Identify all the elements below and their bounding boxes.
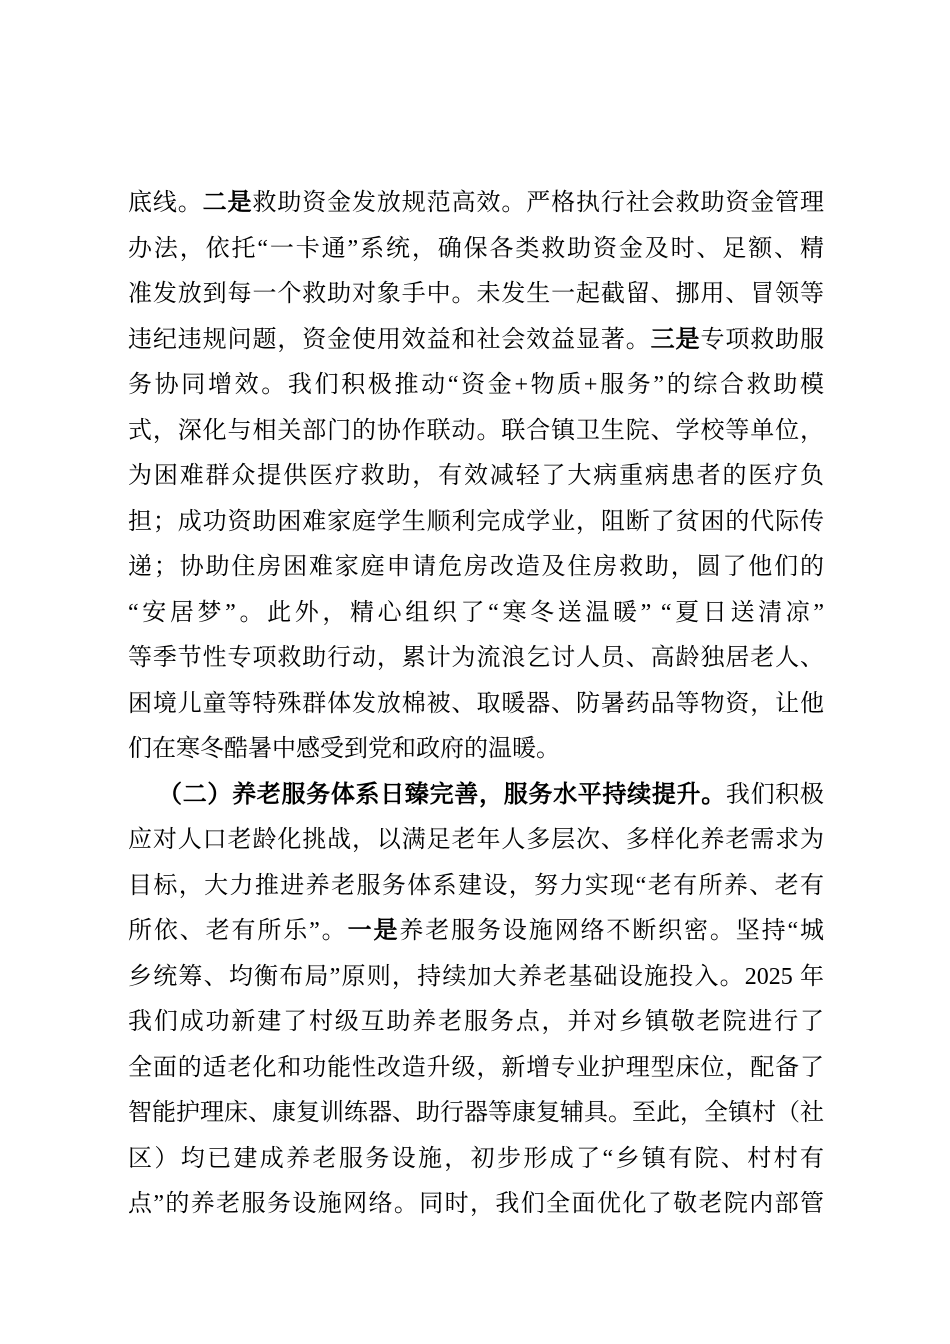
text-line <box>128 1000 824 1046</box>
text-line <box>128 909 824 955</box>
emphasis-text-run: 二是 <box>202 190 253 216</box>
text-line <box>128 318 824 364</box>
text-line <box>128 227 824 273</box>
text-run: 困境儿童等特殊群体发放棉被、取暖器、防暑药品等物资，让他 <box>128 690 824 717</box>
text-line <box>128 682 824 728</box>
text-run: 们在寒冬酷暑中感受到党和政府的温暖。 <box>128 736 560 762</box>
text-line <box>128 181 824 227</box>
text-line <box>128 409 824 455</box>
text-line <box>128 545 824 591</box>
text-run: 我们成功新建了村级互助养老服务点，并对乡镇敬老院进行了 <box>128 1009 824 1035</box>
emphasis-text-run: 一是 <box>347 918 400 944</box>
text-run: 区）均已建成养老服务设施，初步形成了“乡镇有院、村村有 <box>128 1145 824 1172</box>
text-line <box>128 818 824 864</box>
emphasis-text-run: （二）养老服务体系日臻完善，服务水平持续提升。 <box>158 781 726 808</box>
text-line <box>128 1182 824 1228</box>
text-run: 违纪违规问题，资金使用效益和社会效益显著。 <box>128 326 651 353</box>
text-line <box>128 591 824 637</box>
text-run: 递；协助住房困难家庭申请危房改造及住房救助，圆了他们的 <box>128 554 824 580</box>
text-run: 智能护理床、康复训练器、助行器等康复辅具。至此，全镇村（社 <box>128 1100 824 1126</box>
text-run: 务协同增效。我们积极推动“资金+物质+服务”的综合救助模 <box>128 372 824 398</box>
paragraph-social-assistance <box>128 181 824 773</box>
text-line <box>128 773 824 819</box>
text-line <box>128 1137 824 1183</box>
text-run: 底线。 <box>128 190 203 216</box>
text-line <box>128 1046 824 1092</box>
text-run: 等季节性专项救助行动，累计为流浪乞讨人员、高龄独居老人、 <box>128 645 824 671</box>
text-run: 担；成功资助困难家庭学生顺利完成学业，阻断了贫困的代际传 <box>128 508 824 535</box>
text-run: 所依、老有所乐”。 <box>128 918 348 944</box>
text-run: 目标，大力推进养老服务体系建设，努力实现“老有所养、老有 <box>128 872 824 899</box>
text-run: 养老服务设施网络不断织密。坚持“城 <box>399 918 825 944</box>
emphasis-text-run: 三是 <box>650 326 701 353</box>
document-body <box>128 181 824 1228</box>
text-run: 救助资金发放规范高效。严格执行社会救助资金管理 <box>252 190 825 216</box>
text-line <box>128 454 824 500</box>
text-run: 点”的养老服务设施网络。同时，我们全面优化了敬老院内部管 <box>128 1191 824 1217</box>
text-run: “安居梦”。此外，精心组织了“寒冬送温暖” “夏日送清凉” <box>128 599 824 626</box>
text-line <box>128 500 824 546</box>
text-run: 为困难群众提供医疗救助，有效减轻了大病重病患者的医疗负 <box>128 463 824 489</box>
text-line <box>128 363 824 409</box>
text-line <box>128 727 824 773</box>
text-line <box>128 1091 824 1137</box>
text-run: 准发放到每一个救助对象手中。未发生一起截留、挪用、冒领等 <box>128 281 824 307</box>
text-line <box>128 864 824 910</box>
text-run: 式，深化与相关部门的协作联动。联合镇卫生院、学校等单位， <box>128 417 824 444</box>
text-run: 全面的适老化和功能性改造升级，新增专业护理型床位，配备了 <box>128 1054 824 1081</box>
text-run: 乡统筹、均衡布局”原则，持续加大养老基础设施投入。2025 年 <box>128 963 824 990</box>
text-run: 应对人口老龄化挑战，以满足老年人多层次、多样化养老需求为 <box>128 827 824 853</box>
text-line <box>128 955 824 1001</box>
text-run: 办法，依托“一卡通”系统，确保各类救助资金及时、足额、精 <box>128 235 824 262</box>
text-line <box>128 636 824 682</box>
text-run: 我们积极 <box>725 781 824 808</box>
text-line <box>128 272 824 318</box>
paragraph-elderly-care <box>128 773 824 1228</box>
text-run: 专项救助服 <box>700 326 825 353</box>
